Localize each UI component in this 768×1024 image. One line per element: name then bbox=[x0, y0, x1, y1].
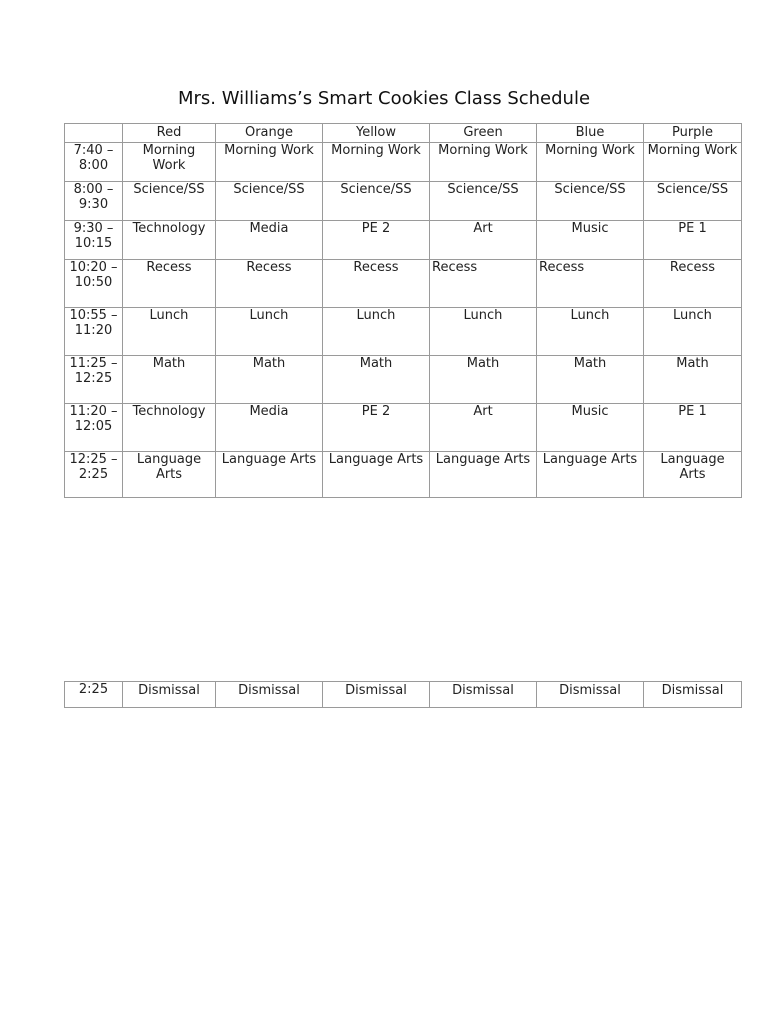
table-row bbox=[65, 221, 742, 260]
column-header-green: Green bbox=[430, 124, 537, 143]
schedule-cell: Morning Work bbox=[537, 143, 644, 182]
schedule-cell: Art bbox=[430, 404, 537, 452]
schedule-cell: Science/SS bbox=[644, 182, 742, 221]
time-cell: 11:25 – 12:25 bbox=[65, 356, 123, 404]
schedule-cell: Science/SS bbox=[216, 182, 323, 221]
schedule-cell: PE 1 bbox=[644, 221, 742, 260]
column-header-orange: Orange bbox=[216, 124, 323, 143]
column-header-blue: Blue bbox=[537, 124, 644, 143]
time-cell: 12:25 – 2:25 bbox=[65, 452, 123, 498]
schedule-cell: Recess bbox=[430, 260, 537, 308]
schedule-cell: Lunch bbox=[216, 308, 323, 356]
schedule-cell: Language Arts bbox=[123, 452, 216, 498]
schedule-cell: Music bbox=[537, 404, 644, 452]
schedule-cell: Math bbox=[430, 356, 537, 404]
schedule-cell: Math bbox=[123, 356, 216, 404]
table-row bbox=[65, 452, 742, 498]
schedule-cell: Recess bbox=[537, 260, 644, 308]
schedule-cell: Technology bbox=[123, 404, 216, 452]
schedule-cell: PE 2 bbox=[323, 404, 430, 452]
column-header-yellow: Yellow bbox=[323, 124, 430, 143]
schedule-cell: Morning Work bbox=[430, 143, 537, 182]
schedule-cell: Dismissal bbox=[216, 682, 323, 708]
table-row bbox=[65, 404, 742, 452]
column-header-red: Red bbox=[123, 124, 216, 143]
dismissal-table bbox=[64, 681, 742, 708]
schedule-cell: Recess bbox=[644, 260, 742, 308]
schedule-cell: Lunch bbox=[430, 308, 537, 356]
page-title: Mrs. Williams’s Smart Cookies Class Schedule bbox=[177, 88, 591, 109]
schedule-cell: Language Arts bbox=[537, 452, 644, 498]
schedule-cell: PE 1 bbox=[644, 404, 742, 452]
schedule-cell: Language Arts bbox=[323, 452, 430, 498]
schedule-cell: Technology bbox=[123, 221, 216, 260]
schedule-cell: Recess bbox=[123, 260, 216, 308]
schedule-cell: Math bbox=[216, 356, 323, 404]
time-cell: 9:30 – 10:15 bbox=[65, 221, 123, 260]
schedule-cell: Math bbox=[323, 356, 430, 404]
schedule-cell: Dismissal bbox=[323, 682, 430, 708]
time-cell: 8:00 – 9:30 bbox=[65, 182, 123, 221]
header-row bbox=[65, 124, 742, 143]
schedule-cell: Recess bbox=[216, 260, 323, 308]
schedule-cell: Morning Work bbox=[644, 143, 742, 182]
time-cell: 10:55 – 11:20 bbox=[65, 308, 123, 356]
schedule-cell: Dismissal bbox=[123, 682, 216, 708]
schedule-cell: Math bbox=[537, 356, 644, 404]
schedule-cell: Lunch bbox=[537, 308, 644, 356]
table-row bbox=[65, 143, 742, 182]
schedule-cell: Lunch bbox=[323, 308, 430, 356]
schedule-cell: Math bbox=[644, 356, 742, 404]
schedule-cell: Morning Work bbox=[323, 143, 430, 182]
table-row bbox=[65, 260, 742, 308]
schedule-cell: Lunch bbox=[123, 308, 216, 356]
time-cell: 7:40 – 8:00 bbox=[65, 143, 123, 182]
table-row bbox=[65, 308, 742, 356]
corner-cell bbox=[65, 124, 123, 143]
schedule-cell: Music bbox=[537, 221, 644, 260]
schedule-cell: Recess bbox=[323, 260, 430, 308]
schedule-cell: Science/SS bbox=[430, 182, 537, 221]
schedule-cell: Lunch bbox=[644, 308, 742, 356]
schedule-cell: Dismissal bbox=[537, 682, 644, 708]
schedule-cell: Language Arts bbox=[430, 452, 537, 498]
time-cell: 11:20 – 12:05 bbox=[65, 404, 123, 452]
schedule-cell: Media bbox=[216, 221, 323, 260]
schedule-cell: Art bbox=[430, 221, 537, 260]
schedule-cell: Science/SS bbox=[537, 182, 644, 221]
time-cell: 2:25 bbox=[65, 682, 123, 708]
schedule-cell: PE 2 bbox=[323, 221, 430, 260]
schedule-cell: Dismissal bbox=[430, 682, 537, 708]
table-row bbox=[65, 182, 742, 221]
schedule-cell: Media bbox=[216, 404, 323, 452]
schedule-cell: Morning Work bbox=[216, 143, 323, 182]
schedule-cell: Morning Work bbox=[123, 143, 216, 182]
time-cell: 10:20 – 10:50 bbox=[65, 260, 123, 308]
table-row bbox=[65, 356, 742, 404]
schedule-cell: Dismissal bbox=[644, 682, 742, 708]
schedule-cell: Language Arts bbox=[216, 452, 323, 498]
dismissal-row bbox=[65, 682, 742, 708]
schedule-cell: Science/SS bbox=[123, 182, 216, 221]
schedule-cell: Language Arts bbox=[644, 452, 742, 498]
column-header-purple: Purple bbox=[644, 124, 742, 143]
schedule-table bbox=[64, 123, 742, 498]
schedule-cell: Science/SS bbox=[323, 182, 430, 221]
